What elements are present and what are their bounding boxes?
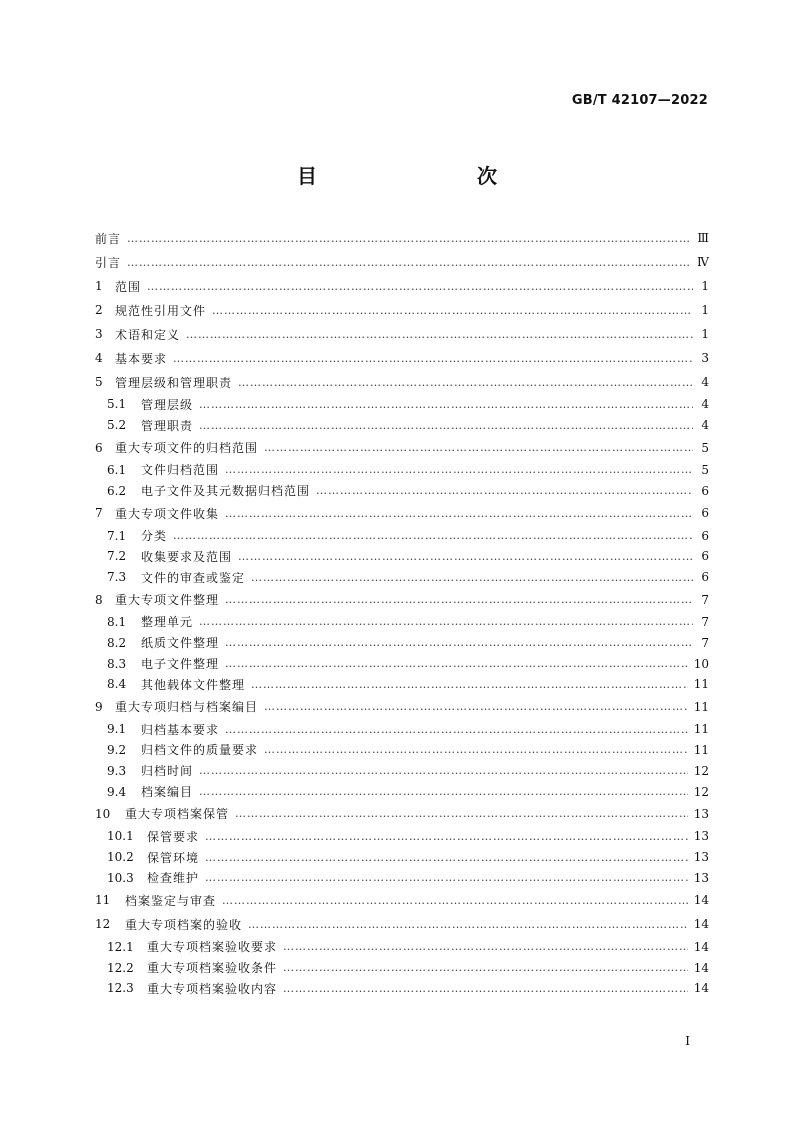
dot-leader (127, 256, 691, 269)
toc-label: 前言 (95, 231, 122, 246)
dot-leader (173, 529, 693, 542)
dot-leader (283, 982, 688, 995)
toc-label: 重大专项档案验收条件 (147, 961, 278, 976)
toc-subentry[interactable] (95, 394, 709, 415)
toc-page-number: 3 (701, 351, 709, 365)
toc-subentry[interactable] (95, 415, 709, 436)
standard-code: GB/T 42107—2022 (571, 93, 708, 108)
dot-leader (283, 961, 688, 974)
toc-page-number: 12 (693, 784, 709, 799)
toc-number: 12 (95, 917, 111, 932)
dot-leader (225, 657, 688, 670)
toc-page-number: 14 (693, 917, 709, 932)
toc-number: 8.4 (107, 677, 127, 692)
toc-number: 8.1 (107, 614, 127, 629)
toc-number: 10.3 (107, 870, 134, 885)
toc-number: 11 (95, 893, 111, 908)
toc-subentry[interactable] (95, 632, 709, 653)
dot-leader (199, 615, 693, 628)
toc-page-number: 1 (701, 279, 709, 293)
toc-page-number: 5 (701, 440, 709, 455)
toc-number: 1 (95, 279, 103, 293)
toc-page-number: Ⅳ (697, 255, 709, 269)
toc-label: 基本要求 (115, 351, 168, 366)
dot-leader (225, 636, 693, 649)
toc-page-number: 13 (693, 850, 709, 865)
toc-number: 9.1 (107, 722, 127, 737)
toc-number: 7.1 (107, 528, 127, 543)
toc-entry[interactable] (95, 436, 709, 460)
toc-label: 电子文件整理 (141, 657, 220, 672)
toc-page-number: 6 (701, 570, 709, 585)
dot-leader (225, 593, 693, 606)
toc-entry[interactable] (95, 802, 709, 826)
dot-leader (186, 328, 693, 341)
toc-subentry[interactable] (95, 674, 709, 695)
toc-entry[interactable] (95, 370, 709, 394)
toc-label: 范围 (115, 279, 142, 294)
dot-leader (225, 723, 688, 736)
table-of-contents (95, 226, 709, 999)
toc-subentry[interactable] (95, 480, 709, 501)
toc-number: 5.2 (107, 418, 127, 433)
dot-leader (238, 376, 693, 389)
dot-leader (199, 785, 688, 798)
toc-subentry[interactable] (95, 957, 709, 978)
toc-label: 重大专项文件收集 (115, 506, 220, 521)
toc-page-number: 4 (701, 397, 709, 412)
toc-subentry[interactable] (95, 760, 709, 781)
toc-label: 保管要求 (147, 829, 200, 844)
toc-number: 7 (95, 506, 103, 521)
toc-page-number: 7 (701, 635, 709, 650)
toc-page-number: 13 (693, 806, 709, 821)
toc-subentry[interactable] (95, 781, 709, 802)
toc-number: 9.3 (107, 763, 127, 778)
toc-label: 重大专项文件的归档范围 (115, 441, 259, 456)
toc-subentry[interactable] (95, 826, 709, 847)
toc-page-number: 7 (701, 592, 709, 607)
toc-subentry[interactable] (95, 978, 709, 999)
toc-subentry[interactable] (95, 546, 709, 567)
toc-entry[interactable] (95, 226, 709, 250)
toc-number: 12.3 (107, 981, 134, 996)
toc-page-number: 14 (693, 960, 709, 975)
toc-label: 重大专项文件整理 (115, 593, 220, 608)
toc-entry[interactable] (95, 298, 709, 322)
toc-number: 10 (95, 806, 111, 821)
toc-number: 8.2 (107, 635, 127, 650)
dot-leader (283, 940, 688, 953)
toc-number: 5 (95, 375, 103, 389)
toc-number: 10.1 (107, 829, 134, 844)
toc-label: 管理层级和管理职责 (115, 375, 233, 390)
toc-page-number: 13 (693, 870, 709, 885)
toc-subentry[interactable] (95, 719, 709, 740)
toc-page-number: 1 (701, 327, 709, 341)
dot-leader (264, 700, 688, 713)
toc-label: 引言 (95, 255, 122, 270)
dot-leader (205, 871, 688, 884)
toc-label: 规范性引用文件 (115, 303, 207, 318)
toc-page-number: 6 (701, 528, 709, 543)
toc-label: 重大专项档案的验收 (125, 917, 243, 932)
toc-label: 术语和定义 (115, 327, 181, 342)
toc-subentry[interactable] (95, 740, 709, 761)
toc-label: 检查维护 (147, 871, 200, 886)
toc-page-number: 13 (693, 829, 709, 844)
dot-leader (199, 398, 693, 411)
toc-subentry[interactable] (95, 847, 709, 868)
toc-number: 9.4 (107, 784, 127, 799)
toc-page-number: 7 (701, 614, 709, 629)
toc-subentry[interactable] (95, 525, 709, 546)
toc-label: 重大专项归档与档案编目 (115, 700, 259, 715)
toc-number: 12.1 (107, 939, 134, 954)
toc-page-number: 11 (693, 699, 709, 714)
toc-entry[interactable] (95, 274, 709, 298)
toc-subentry[interactable] (95, 612, 709, 633)
toc-page-number: 14 (693, 939, 709, 954)
toc-label: 收集要求及范围 (141, 549, 233, 564)
toc-page-number: Ⅲ (697, 231, 709, 245)
dot-leader (251, 571, 693, 584)
toc-page-number: 4 (701, 375, 709, 389)
page-title: 目 次 (297, 164, 537, 188)
toc-page-number: 10 (693, 656, 709, 671)
dot-leader (225, 507, 693, 520)
toc-label: 重大专项档案保管 (125, 807, 230, 822)
dot-leader (248, 918, 688, 931)
toc-label: 档案编目 (141, 785, 194, 800)
toc-subentry[interactable] (95, 567, 709, 588)
toc-number: 5.1 (107, 397, 127, 412)
dot-leader (235, 807, 688, 820)
toc-number: 7.3 (107, 570, 127, 585)
toc-number: 2 (95, 303, 103, 317)
toc-label: 文件的审查或鉴定 (141, 570, 246, 585)
toc-entry[interactable] (95, 695, 709, 719)
toc-label: 归档时间 (141, 764, 194, 779)
toc-number: 9.2 (107, 742, 127, 757)
toc-page-number: 6 (701, 506, 709, 521)
toc-page-number: 6 (701, 483, 709, 498)
toc-page-number: 1 (701, 303, 709, 317)
dot-leader (222, 894, 688, 907)
toc-label: 纸质文件整理 (141, 636, 220, 651)
toc-number: 8 (95, 592, 103, 607)
dot-leader (173, 352, 693, 365)
toc-entry[interactable] (95, 250, 709, 274)
toc-label: 归档基本要求 (141, 722, 220, 737)
toc-number: 6 (95, 440, 103, 455)
toc-number: 8.3 (107, 656, 127, 671)
dot-leader (264, 743, 688, 756)
toc-number: 10.2 (107, 850, 134, 865)
toc-number: 6.1 (107, 462, 127, 477)
toc-page-number: 5 (701, 462, 709, 477)
toc-label: 保管环境 (147, 850, 200, 865)
toc-entry[interactable] (95, 888, 709, 912)
dot-leader (212, 304, 693, 317)
dot-leader (147, 280, 693, 293)
toc-label: 电子文件及其元数据归档范围 (141, 484, 311, 499)
dot-leader (205, 830, 688, 843)
toc-page-number: 14 (693, 981, 709, 996)
toc-subentry[interactable] (95, 868, 709, 889)
toc-subentry[interactable] (95, 460, 709, 481)
toc-label: 重大专项档案验收内容 (147, 981, 278, 996)
toc-subentry[interactable] (95, 653, 709, 674)
toc-page-number: 11 (693, 677, 709, 692)
toc-entry[interactable] (95, 346, 709, 370)
toc-page-number: 11 (693, 722, 709, 737)
toc-page-number: 11 (693, 742, 709, 757)
toc-entry[interactable] (95, 912, 709, 936)
toc-page-number: 6 (701, 549, 709, 564)
dot-leader (264, 441, 693, 454)
toc-entry[interactable] (95, 501, 709, 525)
toc-subentry[interactable] (95, 936, 709, 957)
dot-leader (238, 550, 693, 563)
dot-leader (205, 851, 688, 864)
toc-label: 重大专项档案验收要求 (147, 940, 278, 955)
toc-label: 文件归档范围 (141, 463, 220, 478)
toc-label: 分类 (141, 529, 168, 544)
dot-leader (199, 764, 688, 777)
toc-number: 12.2 (107, 960, 134, 975)
dot-leader (251, 678, 688, 691)
dot-leader (127, 232, 691, 245)
page-number: I (685, 1034, 690, 1048)
dot-leader (199, 419, 693, 432)
toc-number: 9 (95, 699, 103, 714)
toc-page-number: 14 (693, 893, 709, 908)
toc-label: 管理职责 (141, 418, 194, 433)
toc-label: 其他载体文件整理 (141, 677, 246, 692)
toc-number: 4 (95, 351, 103, 365)
toc-page-number: 4 (701, 418, 709, 433)
dot-leader (316, 484, 693, 497)
toc-entry[interactable] (95, 588, 709, 612)
toc-label: 整理单元 (141, 615, 194, 630)
toc-number: 7.2 (107, 549, 127, 564)
toc-number: 3 (95, 327, 103, 341)
toc-entry[interactable] (95, 322, 709, 346)
toc-label: 归档文件的质量要求 (141, 743, 259, 758)
toc-label: 管理层级 (141, 397, 194, 412)
toc-page-number: 12 (693, 763, 709, 778)
toc-label: 档案鉴定与审查 (125, 893, 217, 908)
toc-number: 6.2 (107, 483, 127, 498)
dot-leader (225, 463, 693, 476)
